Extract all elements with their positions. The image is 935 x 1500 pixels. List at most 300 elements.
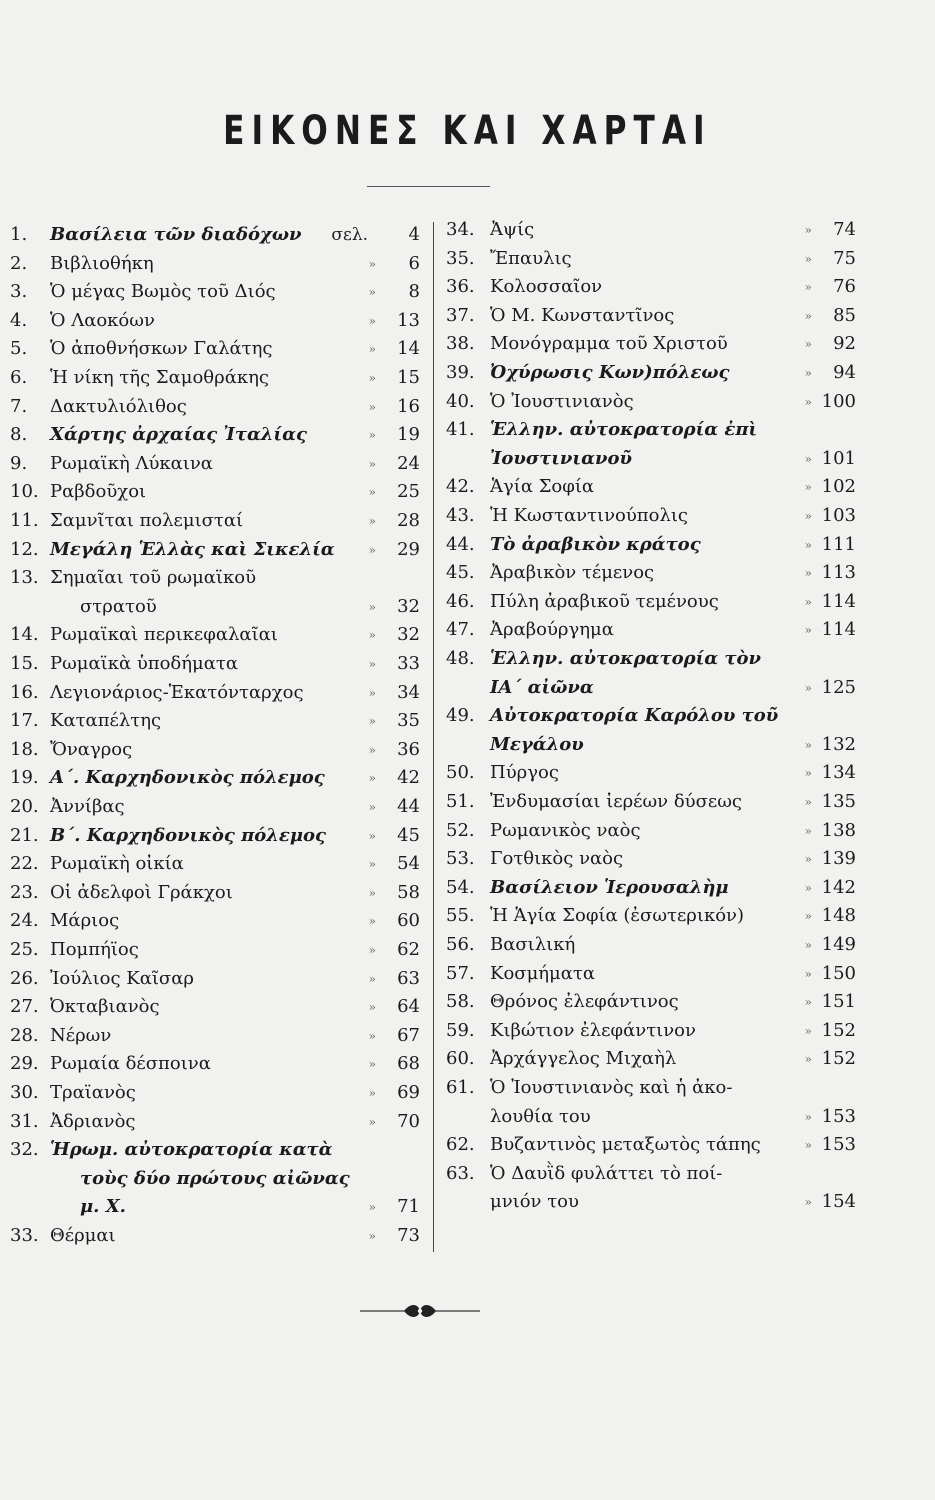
item-title-line: Ρωμαία δέσποινα — [50, 1053, 211, 1075]
ditto-mark: » — [804, 1138, 812, 1153]
ditto-mark: » — [804, 308, 812, 323]
item-page-number: 111 — [821, 533, 856, 555]
item-number: 30. — [10, 1082, 39, 1103]
item-page-number: 100 — [821, 390, 856, 412]
ditto-mark: » — [804, 680, 812, 695]
item-title — [50, 880, 362, 909]
item-page-number: 15 — [397, 367, 420, 388]
ditto-mark: » — [368, 371, 376, 385]
item-page-number: 139 — [821, 848, 856, 870]
item-title — [50, 680, 362, 709]
ditto-mark: » — [368, 828, 376, 843]
item-title-line: Μεγάλου — [490, 733, 584, 755]
list-item — [10, 794, 420, 823]
ditto-mark: » — [368, 542, 376, 557]
list-item — [10, 680, 420, 709]
item-title — [50, 251, 362, 280]
item-title — [50, 994, 362, 1023]
item-number: 26. — [10, 967, 39, 989]
item-number: 60. — [446, 1048, 475, 1070]
item-title — [490, 560, 800, 589]
item-title — [490, 1046, 800, 1075]
ditto-mark: » — [368, 256, 376, 271]
item-page-number: 92 — [833, 333, 856, 355]
item-number: 7. — [10, 395, 28, 417]
list-item — [446, 303, 856, 332]
item-page-number: 62 — [397, 939, 420, 960]
item-title — [490, 589, 800, 618]
item-page-number: 60 — [397, 910, 420, 932]
item-title — [50, 222, 362, 251]
list-item — [446, 703, 856, 760]
item-title — [490, 360, 800, 389]
ditto-mark: » — [368, 514, 376, 528]
list-item — [10, 937, 420, 966]
item-title — [490, 217, 800, 246]
item-number: 44. — [446, 533, 475, 555]
item-number: 59. — [446, 1019, 475, 1041]
item-title — [50, 651, 362, 680]
item-page-number: 103 — [821, 505, 856, 526]
item-page-number: 69 — [397, 1082, 420, 1103]
item-title — [490, 789, 800, 818]
item-title — [50, 1051, 362, 1080]
item-title — [50, 1223, 362, 1252]
ditto-mark: » — [368, 885, 376, 900]
item-page-number: 24 — [397, 452, 420, 474]
item-title-line: Ἔπαυλις — [490, 247, 572, 269]
list-item — [10, 622, 420, 651]
item-page-number: 16 — [397, 395, 420, 417]
list-item — [446, 274, 856, 303]
item-title-line: Ὁ ἀποθνήσκων Γαλάτης — [50, 338, 273, 360]
item-number: 50. — [446, 762, 475, 784]
item-title — [50, 794, 362, 823]
ditto-mark: » — [804, 623, 812, 638]
item-title-line: Ἀραβούργημα — [490, 619, 614, 641]
item-title-line: Θρόνος ἐλεφάντινος — [490, 991, 679, 1013]
item-title — [50, 422, 362, 451]
item-title-line: Ραβδοῦχοι — [50, 481, 147, 503]
item-number: 32. — [10, 1139, 39, 1161]
list-item — [446, 589, 856, 618]
item-title-line: Νέρων — [50, 1024, 112, 1046]
item-page-number: 73 — [397, 1225, 420, 1246]
ditto-mark: » — [368, 857, 376, 872]
ditto-mark: » — [368, 657, 376, 671]
ditto-mark: » — [368, 914, 376, 929]
item-title — [50, 937, 362, 966]
list-item — [10, 765, 420, 794]
item-page-number: 148 — [821, 905, 856, 927]
item-title — [490, 246, 800, 275]
ditto-mark: » — [804, 795, 812, 809]
item-number: 9. — [10, 452, 28, 474]
item-number: 56. — [446, 934, 475, 955]
item-number: 23. — [10, 881, 39, 903]
list-item — [10, 394, 420, 423]
item-number: 34. — [446, 219, 475, 240]
list-item — [446, 903, 856, 932]
item-page-number: 8 — [408, 281, 420, 303]
item-number: 41. — [446, 419, 475, 441]
list-item — [446, 1046, 856, 1075]
item-number: 36. — [446, 276, 475, 298]
item-number: 22. — [10, 853, 39, 875]
item-number: 29. — [10, 1053, 39, 1075]
item-page-number: 29 — [397, 538, 420, 560]
item-title — [50, 737, 362, 766]
ditto-mark: » — [804, 966, 812, 981]
item-number: 31. — [10, 1110, 39, 1132]
item-page-number: 134 — [821, 762, 856, 784]
item-title-line: Ὁ Λαοκόων — [50, 309, 155, 331]
list-item — [446, 560, 856, 589]
ditto-mark: » — [368, 342, 376, 357]
item-title — [490, 818, 800, 847]
ditto-mark: » — [368, 971, 376, 986]
list-item — [446, 474, 856, 503]
ditto-mark: » — [804, 1023, 812, 1038]
list-item — [10, 880, 420, 909]
list-item — [10, 851, 420, 880]
item-title-line: Ἀδριανὸς — [50, 1110, 136, 1132]
ditto-mark: » — [804, 766, 812, 781]
item-title-line: Ἡ Ἁγία Σοφία (ἐσωτερικόν) — [490, 905, 744, 927]
item-number: 8. — [10, 424, 28, 446]
item-page-number: 68 — [397, 1053, 420, 1075]
list-item — [446, 875, 856, 904]
item-title-line: Μάριος — [50, 910, 120, 932]
item-title — [50, 851, 362, 880]
item-title-line: Ἀψίς — [490, 219, 535, 240]
ditto-mark: » — [804, 480, 812, 495]
item-number: 48. — [446, 648, 475, 669]
item-title-line: Ὁ Ἰουστινιανὸς — [490, 390, 634, 412]
item-number: 6. — [10, 367, 28, 388]
item-title — [490, 1075, 800, 1132]
item-title-line: Βυζαντινὸς μεταξωτὸς τάπης — [490, 1134, 761, 1156]
item-title — [490, 1132, 800, 1161]
ditto-mark: » — [368, 599, 376, 614]
item-title-line: Β΄. Καρχηδονικὸς πόλεμος — [50, 824, 326, 846]
list-item — [10, 651, 420, 680]
item-page-number: 13 — [397, 309, 420, 331]
list-item — [446, 1075, 856, 1132]
ditto-mark: » — [368, 1200, 376, 1215]
item-page-number: 101 — [821, 447, 856, 469]
ditto-mark: » — [368, 685, 376, 700]
item-title-line: μ. Χ. — [80, 1196, 126, 1218]
item-page-number: 67 — [397, 1024, 420, 1046]
ditto-mark: » — [804, 737, 812, 752]
item-title-line: Ὀκταβιανὸς — [50, 996, 160, 1018]
item-number: 49. — [446, 705, 475, 727]
ditto-mark: » — [368, 1086, 376, 1100]
ditto-mark: » — [368, 742, 376, 757]
list-item — [446, 1132, 856, 1161]
list-item — [10, 737, 420, 766]
list-item — [446, 331, 856, 360]
item-page-number: 85 — [833, 304, 856, 326]
item-title-line: Ρωμαϊκὴ Λύκαινα — [50, 452, 213, 474]
item-title — [490, 417, 800, 474]
title-rule — [367, 186, 490, 187]
item-title-line: Ὁ μέγας Βωμὸς τοῦ Διός — [50, 281, 276, 303]
item-page-number: 44 — [397, 796, 420, 817]
item-title — [490, 617, 800, 646]
item-title — [490, 703, 800, 760]
list-item — [10, 1023, 420, 1052]
list-item — [10, 1051, 420, 1080]
item-title — [50, 565, 362, 622]
item-title — [50, 479, 362, 508]
item-number: 62. — [446, 1134, 475, 1156]
page-label: σελ. — [331, 225, 368, 245]
item-title — [50, 1080, 362, 1109]
item-number: 47. — [446, 619, 475, 641]
item-number: 40. — [446, 390, 475, 412]
item-title-line: Γοτθικὸς ναὸς — [490, 848, 624, 870]
item-title-line: Ἐνδυμασίαι ἱερέων δύσεως — [490, 791, 742, 812]
list-item — [446, 246, 856, 275]
item-page-number: 113 — [821, 562, 856, 584]
item-page-number: 74 — [833, 219, 856, 240]
item-title — [50, 1109, 362, 1138]
ditto-mark: » — [804, 909, 812, 924]
item-title — [490, 989, 800, 1018]
item-title-line: Ἀραβικὸν τέμενος — [490, 562, 655, 584]
item-title-line: στρατοῦ — [80, 595, 157, 617]
ditto-mark: » — [368, 285, 376, 300]
item-number: 19. — [10, 767, 39, 789]
item-title-line: τοὺς δύο πρώτους αἰῶνας — [80, 1167, 350, 1189]
item-title-line: Ὄναγρος — [50, 738, 133, 760]
item-title-line: Βιβλιοθήκη — [50, 252, 154, 274]
item-number: 20. — [10, 796, 39, 817]
item-number: 3. — [10, 281, 28, 303]
item-page-number: 28 — [397, 510, 420, 531]
item-title — [490, 503, 800, 532]
ditto-mark: » — [804, 509, 812, 523]
list-item — [10, 508, 420, 537]
list-item — [446, 818, 856, 847]
ditto-mark: » — [368, 485, 376, 500]
ditto-mark: » — [804, 880, 812, 895]
item-title — [50, 708, 362, 737]
item-title-line: Ἁγία Σοφία — [490, 476, 595, 498]
item-number: 38. — [446, 333, 475, 355]
ditto-mark: » — [804, 852, 812, 867]
item-title — [50, 336, 362, 365]
ditto-mark: » — [804, 537, 812, 552]
item-number: 2. — [10, 252, 28, 274]
item-number: 14. — [10, 624, 39, 646]
item-title — [50, 394, 362, 423]
item-page-number: 114 — [821, 590, 856, 612]
item-number: 46. — [446, 590, 475, 612]
item-title-line: Μονόγραμμα τοῦ Χριστοῦ — [490, 333, 728, 355]
item-title-line: Σαμνῖται πολεμισταί — [50, 510, 244, 531]
list-item — [446, 961, 856, 990]
item-title-line: Ἡ νίκη τῆς Σαμοθράκης — [50, 367, 269, 388]
item-page-number: 76 — [833, 276, 856, 298]
list-item — [446, 760, 856, 789]
item-title — [50, 908, 362, 937]
item-page-number: 32 — [397, 595, 420, 617]
item-number: 12. — [10, 538, 39, 560]
item-page-number: 138 — [821, 819, 856, 841]
item-number: 51. — [446, 791, 475, 812]
item-title — [490, 274, 800, 303]
item-page-number: 70 — [397, 1110, 420, 1132]
ditto-mark: » — [804, 594, 812, 609]
item-number: 42. — [446, 476, 475, 498]
list-item — [446, 360, 856, 389]
item-title — [490, 875, 800, 904]
item-title-line: Θέρμαι — [50, 1225, 116, 1246]
item-title — [50, 279, 362, 308]
item-title-line: Ἡρωμ. αὐτοκρατορία κατὰ — [50, 1139, 333, 1161]
ditto-mark: » — [368, 1229, 376, 1243]
ditto-mark: » — [804, 1052, 812, 1067]
ditto-mark: » — [368, 313, 376, 328]
item-title-line: Τραϊανὸς — [50, 1082, 136, 1103]
item-page-number: 75 — [833, 247, 856, 269]
item-title-line: Οἱ ἀδελφοὶ Γράκχοι — [50, 881, 233, 903]
item-title-line: Ἡ Κωσταντινούπολις — [490, 505, 688, 526]
item-title-line: Λεγιονάριος-Ἑκατόνταρχος — [50, 681, 304, 703]
item-title — [490, 389, 800, 418]
list-item — [10, 479, 420, 508]
ditto-mark: » — [804, 251, 812, 266]
item-title — [50, 966, 362, 995]
item-title-line: Ρωμαϊκαὶ περικεφαλαῖαι — [50, 624, 278, 646]
item-page-number: 63 — [397, 967, 420, 989]
ditto-mark: » — [804, 995, 812, 1010]
ditto-mark: » — [368, 714, 376, 729]
item-page-number: 94 — [833, 362, 856, 383]
item-number: 24. — [10, 910, 39, 932]
item-title — [50, 1023, 362, 1052]
list-item — [446, 217, 856, 246]
list-item — [10, 823, 420, 852]
item-number: 58. — [446, 991, 475, 1013]
item-page-number: 42 — [397, 767, 420, 789]
item-number: 57. — [446, 962, 475, 984]
item-number: 53. — [446, 848, 475, 870]
item-page-number: 135 — [821, 791, 856, 812]
item-title-line: Πομπήϊος — [50, 939, 139, 960]
item-title-line: Ἀννίβας — [50, 796, 125, 817]
item-title — [490, 932, 800, 961]
item-title-line: Πύργος — [490, 762, 559, 784]
item-page-number: 149 — [821, 934, 856, 955]
list-item — [10, 565, 420, 622]
list-item — [10, 908, 420, 937]
item-page-number: 114 — [821, 619, 856, 641]
item-title-line: Ἑλλην. αὐτοκρατορία ἐπὶ — [490, 419, 758, 441]
item-title-line: Ὀχύρωσις Κων)πόλεως — [490, 362, 730, 383]
item-title-line: Χάρτης ἀρχαίας Ἰταλίας — [50, 424, 307, 446]
item-title — [490, 303, 800, 332]
ditto-mark: » — [368, 943, 376, 957]
item-number: 35. — [446, 247, 475, 269]
item-number: 45. — [446, 562, 475, 584]
item-number: 5. — [10, 338, 28, 360]
item-title-line: Ἀρχάγγελος Μιχαὴλ — [490, 1048, 677, 1070]
list-item — [446, 789, 856, 818]
list-item — [10, 966, 420, 995]
list-item — [10, 451, 420, 480]
item-number: 43. — [446, 505, 475, 526]
item-page-number: 36 — [397, 738, 420, 760]
item-page-number: 132 — [821, 733, 856, 755]
item-title — [490, 646, 800, 703]
item-number: 54. — [446, 876, 475, 898]
column-divider — [433, 222, 434, 1252]
item-title — [490, 532, 800, 561]
ditto-mark: » — [368, 428, 376, 443]
list-item — [10, 708, 420, 737]
item-number: 25. — [10, 939, 39, 960]
item-title-line: Βασίλεια τῶν διαδόχων — [50, 224, 302, 245]
item-number: 18. — [10, 738, 39, 760]
list-item — [446, 646, 856, 703]
item-title-line: Ὁ Ἰουστινιανὸς καὶ ἡ ἀκο- — [490, 1077, 733, 1098]
item-title — [50, 308, 362, 337]
item-page-number: 33 — [397, 653, 420, 674]
item-page-number: 153 — [821, 1105, 856, 1127]
list-item — [10, 1223, 420, 1252]
item-number: 16. — [10, 681, 39, 703]
item-title-line: Κολοσσαῖον — [490, 276, 603, 298]
item-page-number: 25 — [397, 481, 420, 503]
ditto-mark: » — [804, 451, 812, 466]
item-title — [490, 961, 800, 990]
item-title-line: Πύλη ἀραβικοῦ τεμένους — [490, 590, 719, 612]
item-number: 1. — [10, 224, 28, 245]
list-item — [10, 251, 420, 280]
item-page-number: 125 — [821, 676, 856, 698]
list-item — [10, 1137, 420, 1223]
ditto-mark: » — [368, 1028, 376, 1043]
item-page-number: 58 — [397, 881, 420, 903]
list-item — [10, 222, 420, 251]
ditto-mark: » — [804, 566, 812, 581]
list-item — [10, 336, 420, 365]
item-title-line: Ἰούλιος Καῖσαρ — [50, 967, 194, 989]
item-page-number: 35 — [397, 710, 420, 732]
list-item — [446, 1161, 856, 1218]
ditto-mark: » — [368, 628, 376, 643]
item-number: 13. — [10, 567, 39, 589]
item-title — [490, 1018, 800, 1047]
item-number: 17. — [10, 710, 39, 732]
ditto-mark: » — [804, 394, 812, 409]
item-title-line: Βασίλειον Ἱερουσαλὴμ — [490, 876, 729, 898]
item-title — [50, 365, 362, 394]
list-item — [10, 308, 420, 337]
item-title-line: Ρωμαϊκὰ ὑποδήματα — [50, 653, 239, 674]
page-title: ΕΙΚΟΝΕΣ ΚΑΙ ΧΑΡΤΑΙ — [223, 108, 712, 154]
item-title-line: Ρωμαϊκὴ οἰκία — [50, 853, 184, 875]
item-title — [50, 508, 362, 537]
item-number: 15. — [10, 653, 39, 674]
item-title-line: Ἰουστινιανοῦ — [490, 447, 632, 469]
item-number: 21. — [10, 824, 39, 846]
item-title — [490, 474, 800, 503]
